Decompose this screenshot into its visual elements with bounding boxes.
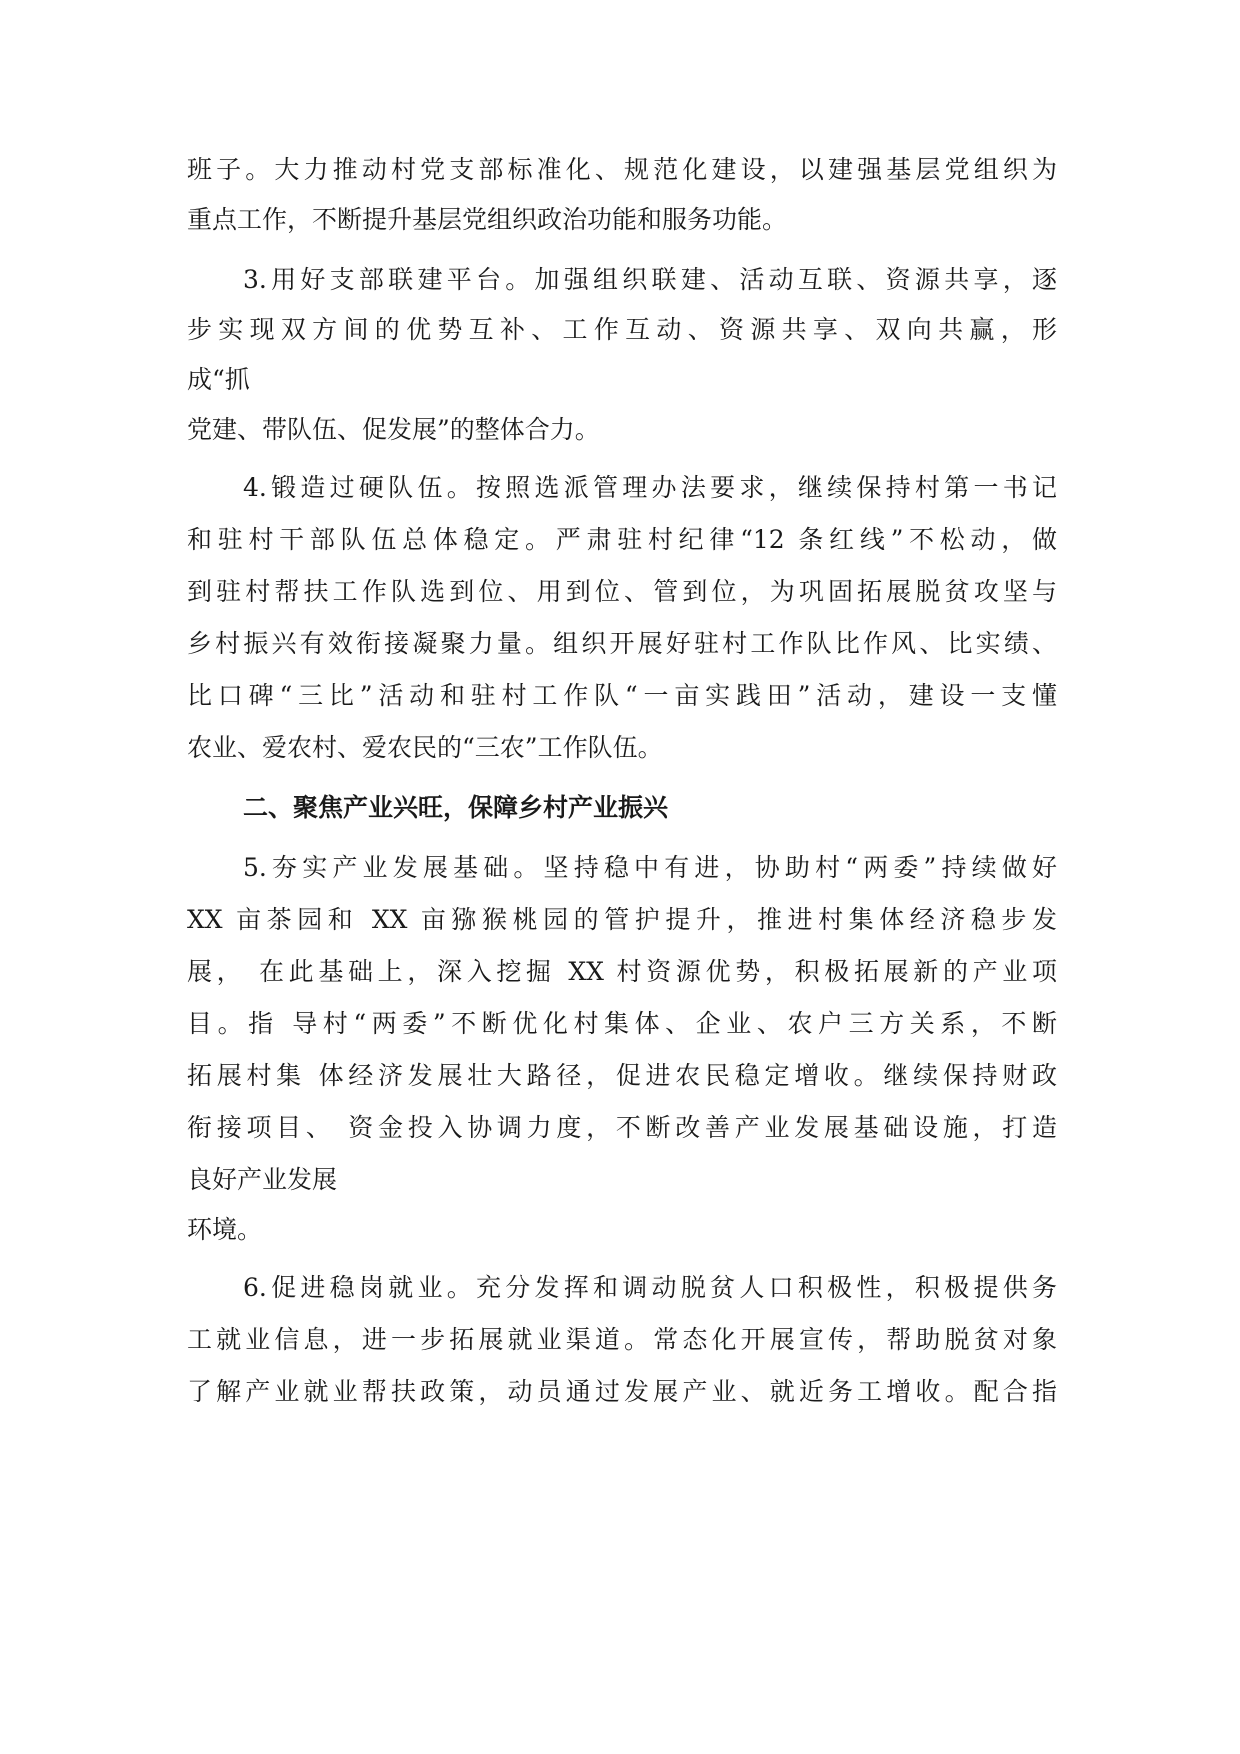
- text-line: 良好产业发展: [187, 1165, 338, 1194]
- text-line: 重点工作，不断提升基层党组织政治功能和服务功能。: [187, 205, 788, 234]
- text-line: 乡村振兴有效衔接凝聚力量。组织开展好驻村工作队比作风、比实绩、: [187, 629, 1057, 658]
- text-line: 了解产业就业帮扶政策，动员通过发展产业、就近务工增收。配合指: [187, 1377, 1057, 1406]
- text-line: 步实现双方间的优势互补、工作互动、资源共享、双向共赢，形: [187, 315, 1057, 344]
- text-line: 和驻村干部队伍总体稳定。严肃驻村纪律“12 条红线”不松动，做: [187, 525, 1057, 554]
- text-line: 到驻村帮扶工作队选到位、用到位、管到位，为巩固拓展脱贫攻坚与: [187, 577, 1057, 606]
- text-line: 比口碑“三比”活动和驻村工作队“一亩实践田”活动，建设一支懂: [187, 681, 1057, 710]
- text-line: 党建、带队伍、促发展”的整体合力。: [187, 415, 600, 444]
- text-line: 目。指 导村“两委”不断优化村集体、企业、农户三方关系，不断: [187, 1009, 1057, 1038]
- paragraph-4-start: 4.锻造过硬队伍。按照选派管理办法要求，继续保持村第一书记: [243, 473, 1057, 502]
- text-line: 班子。大力推动村党支部标准化、规范化建设，以建强基层党组织为: [187, 155, 1057, 184]
- text-line: 农业、爱农村、爱农民的“三农”工作队伍。: [187, 733, 663, 762]
- text-line: XX 亩茶园和 XX 亩猕猴桃园的管护提升，推进村集体经济稳步发: [187, 905, 1057, 934]
- paragraph-5-start: 5.夯实产业发展基础。坚持稳中有进，协助村“两委”持续做好: [243, 853, 1057, 882]
- text-line: 环境。: [187, 1215, 263, 1244]
- text-line: 衔接项目、 资金投入协调力度，不断改善产业发展基础设施，打造: [187, 1113, 1057, 1142]
- text-line: 工就业信息，进一步拓展就业渠道。常态化开展宣传，帮助脱贫对象: [187, 1325, 1057, 1354]
- text-line: 展， 在此基础上，深入挖掘 XX 村资源优势，积极拓展新的产业项: [187, 957, 1057, 986]
- paragraph-6-start: 6.促进稳岗就业。充分发挥和调动脱贫人口积极性，积极提供务: [243, 1273, 1057, 1302]
- text-line: 成“抓: [187, 365, 250, 394]
- paragraph-3-start: 3.用好支部联建平台。加强组织联建、活动互联、资源共享，逐: [243, 265, 1057, 294]
- section-heading: 二、聚焦产业兴旺，保障乡村产业振兴: [243, 793, 669, 822]
- text-line: 拓展村集 体经济发展壮大路径，促进农民稳定增收。继续保持财政: [187, 1061, 1057, 1090]
